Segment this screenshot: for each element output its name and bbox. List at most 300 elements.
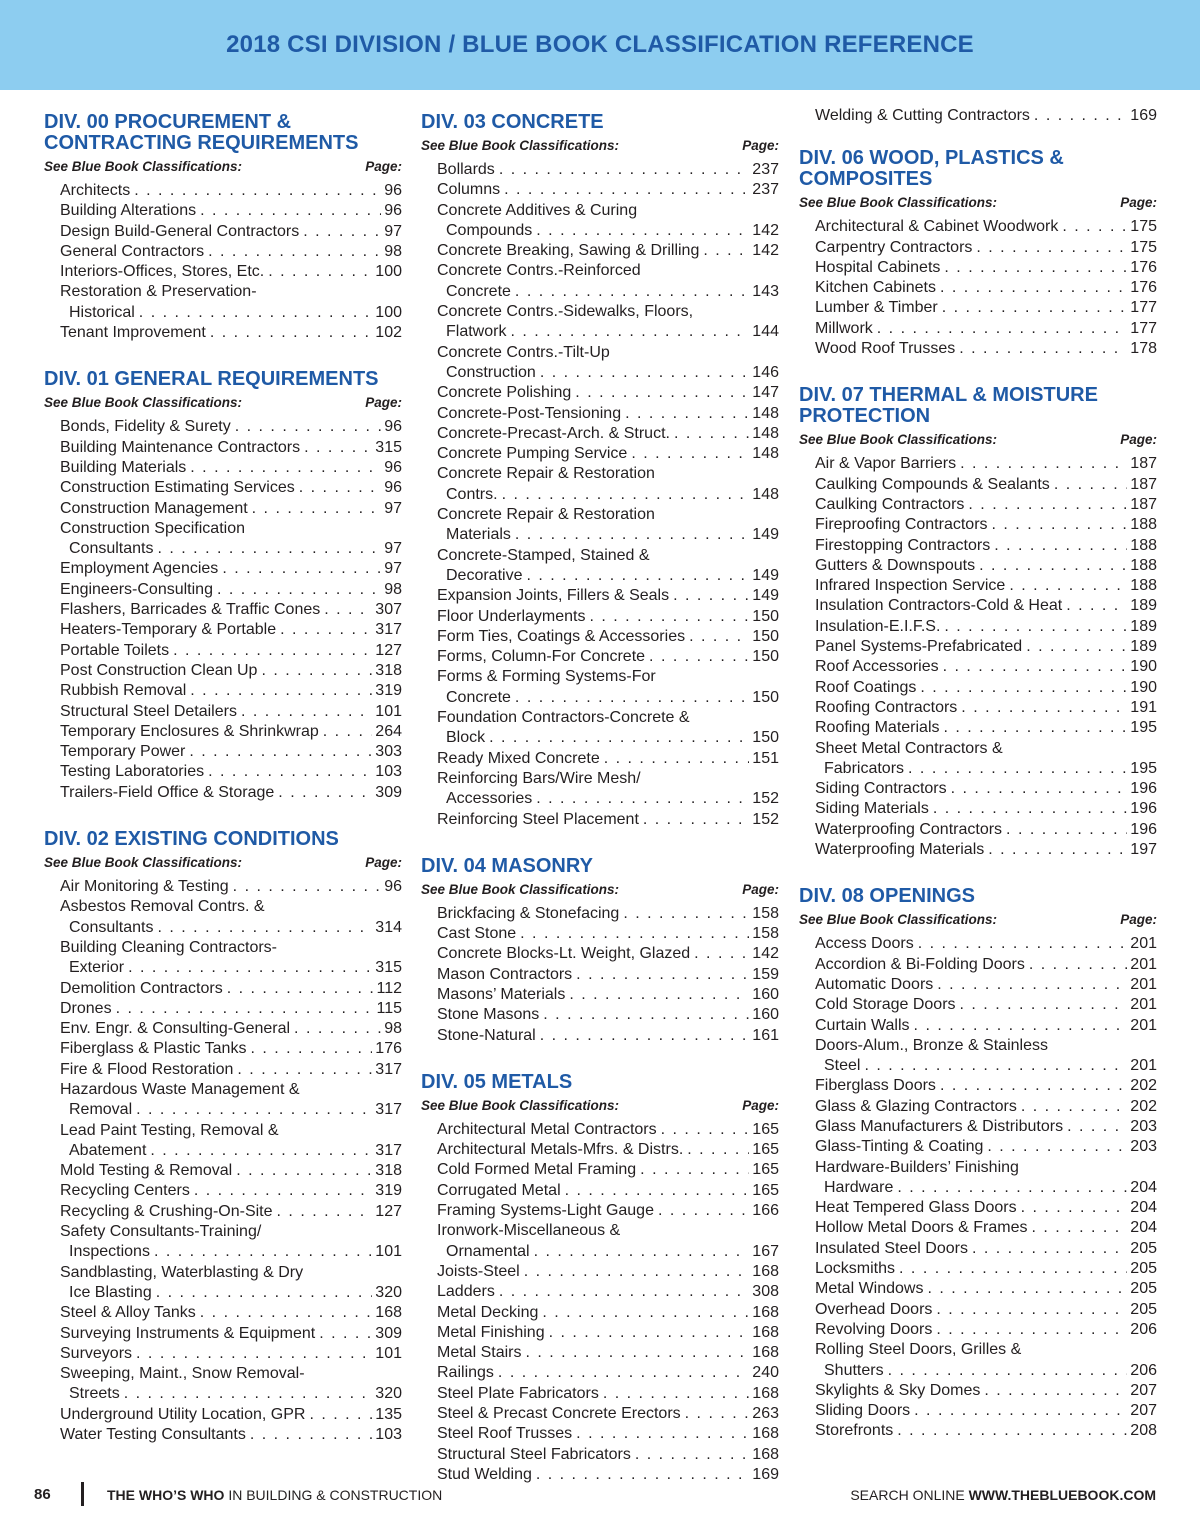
classification-entry[interactable] xyxy=(799,955,1157,975)
classification-entry[interactable] xyxy=(799,1279,1157,1299)
classification-entry[interactable] xyxy=(421,1120,779,1140)
classification-entry[interactable] xyxy=(799,217,1157,237)
classification-entry[interactable] xyxy=(799,1076,1157,1096)
entry-line xyxy=(60,323,402,343)
classification-entry[interactable] xyxy=(799,1239,1157,1259)
entry-page-number: 309 xyxy=(375,1324,402,1342)
classification-entry[interactable] xyxy=(421,404,779,424)
classification-entry[interactable] xyxy=(44,722,402,742)
classification-entry[interactable] xyxy=(799,739,1157,780)
entry-line xyxy=(815,1097,1157,1117)
classification-entry[interactable] xyxy=(44,1303,402,1323)
classification-entry[interactable] xyxy=(799,975,1157,995)
classification-entry[interactable] xyxy=(799,1218,1157,1238)
dot-leader xyxy=(936,1320,1127,1340)
entry-line xyxy=(437,1160,779,1180)
classification-entry[interactable] xyxy=(421,1343,779,1363)
entry-line xyxy=(60,478,402,498)
entry-name: Recycling & Crushing-On-Site xyxy=(60,1202,273,1220)
entry-name-line: Hardware-Builders’ Finishing xyxy=(815,1158,1019,1176)
classification-entry[interactable] xyxy=(44,1080,402,1121)
entry-page-number: 315 xyxy=(375,438,402,456)
entry-page-number: 150 xyxy=(752,688,779,706)
entry-page-number: 127 xyxy=(375,1202,402,1220)
entry-line xyxy=(437,180,779,200)
classification-entry[interactable] xyxy=(421,1160,779,1180)
classification-entry[interactable] xyxy=(799,1016,1157,1036)
classification-entry[interactable] xyxy=(799,238,1157,258)
classification-entry[interactable] xyxy=(421,965,779,985)
classification-entry[interactable] xyxy=(44,478,402,498)
classification-entry[interactable] xyxy=(799,536,1157,556)
dot-leader xyxy=(888,1361,1128,1381)
entry-name: Steel Roof Trusses xyxy=(437,1425,573,1443)
dot-leader xyxy=(576,965,749,985)
see-label: See Blue Book Classifications: xyxy=(44,159,243,174)
classification-entry[interactable] xyxy=(799,596,1157,616)
entry-page-number: 168 xyxy=(752,1384,779,1402)
entry-line xyxy=(60,1425,402,1445)
division-section xyxy=(799,142,1157,359)
classification-entry[interactable] xyxy=(421,546,779,587)
classification-entry[interactable] xyxy=(799,678,1157,698)
entry-page-number: 159 xyxy=(752,965,779,983)
classification-entry[interactable] xyxy=(799,799,1157,819)
entry-name-line: Forms & Forming Systems-For xyxy=(437,668,656,686)
classification-entry[interactable] xyxy=(44,600,402,620)
classification-entry[interactable] xyxy=(421,749,779,769)
dot-leader xyxy=(914,1401,1127,1421)
classification-entry[interactable] xyxy=(799,637,1157,657)
entry-page-number: 203 xyxy=(1130,1138,1157,1156)
dot-leader xyxy=(1066,596,1127,616)
classification-entry[interactable] xyxy=(799,576,1157,596)
dot-leader xyxy=(128,958,372,978)
classification-entry[interactable] xyxy=(799,106,1157,126)
entry-name-line: Restoration & Preservation- xyxy=(60,283,257,301)
dot-leader xyxy=(674,424,749,444)
entry-name: Glass-Tinting & Coating xyxy=(815,1138,984,1156)
entry-line xyxy=(815,596,1157,616)
classification-entry[interactable] xyxy=(44,262,402,282)
entry-line xyxy=(60,1161,402,1181)
entry-name: Kitchen Cabinets xyxy=(815,279,936,297)
see-label: See Blue Book Classifications: xyxy=(44,855,243,871)
classification-entry[interactable] xyxy=(799,820,1157,840)
entry-name: Concrete Pumping Service xyxy=(437,445,628,463)
entry-page-number: 175 xyxy=(1130,218,1157,236)
classification-entry[interactable] xyxy=(799,258,1157,278)
classification-entry[interactable] xyxy=(44,1039,402,1059)
entry-page-number: 188 xyxy=(1130,536,1157,554)
classification-entry[interactable] xyxy=(44,742,402,762)
classification-entry[interactable] xyxy=(44,1425,402,1445)
entry-name: Caulking Compounds & Sealants xyxy=(815,475,1050,493)
dot-leader xyxy=(968,495,1127,515)
footer-website-link[interactable]: WWW.THEBLUEBOOK.COM xyxy=(968,1487,1156,1503)
classification-entry[interactable] xyxy=(421,1303,779,1323)
classification-entry[interactable] xyxy=(44,999,402,1019)
entry-line xyxy=(815,1279,1157,1299)
classification-entry[interactable] xyxy=(421,1424,779,1444)
classification-entry[interactable] xyxy=(799,475,1157,495)
dot-leader xyxy=(502,485,750,505)
entry-line xyxy=(815,319,1157,339)
dot-leader xyxy=(236,1161,372,1181)
classification-entry[interactable] xyxy=(44,620,402,640)
classification-entry[interactable] xyxy=(44,222,402,242)
entry-name: Concrete-Precast-Arch. & Struct. xyxy=(437,424,670,442)
classification-entry[interactable] xyxy=(421,586,779,606)
entry-line xyxy=(815,637,1157,657)
classification-entry[interactable] xyxy=(44,1060,402,1080)
dot-leader xyxy=(1021,1198,1128,1218)
classification-entry[interactable] xyxy=(799,1421,1157,1441)
entry-line xyxy=(815,278,1157,298)
classification-entry[interactable] xyxy=(421,647,779,667)
classification-entry[interactable] xyxy=(421,302,779,343)
classification-entry[interactable] xyxy=(44,1364,402,1405)
classification-entry[interactable] xyxy=(44,1263,402,1304)
dot-leader xyxy=(603,1384,749,1404)
entry-page-number: 148 xyxy=(752,404,779,422)
classification-entry[interactable] xyxy=(421,1363,779,1383)
dot-leader xyxy=(515,688,749,708)
classification-entry[interactable] xyxy=(421,180,779,200)
classification-entry[interactable] xyxy=(799,840,1157,860)
entry-name-line: Ironwork-Miscellaneous & xyxy=(437,1222,621,1240)
classification-entry[interactable] xyxy=(799,1381,1157,1401)
classification-entry[interactable] xyxy=(44,499,402,519)
classification-entry[interactable] xyxy=(799,1300,1157,1320)
dot-leader xyxy=(937,975,1127,995)
entry-page-number: 101 xyxy=(375,1344,402,1362)
classification-entry[interactable] xyxy=(44,1324,402,1344)
classification-entry[interactable] xyxy=(421,985,779,1005)
classification-entry[interactable] xyxy=(799,1117,1157,1137)
classification-entry[interactable] xyxy=(799,1340,1157,1381)
dot-leader xyxy=(942,298,1128,318)
classification-entry[interactable] xyxy=(421,1221,779,1262)
entry-name: Metal Stairs xyxy=(437,1344,522,1362)
classification-entry[interactable] xyxy=(421,810,779,830)
classification-entry[interactable] xyxy=(44,201,402,221)
classification-entry[interactable] xyxy=(44,877,402,897)
classification-entry[interactable] xyxy=(799,339,1157,359)
classification-entry[interactable] xyxy=(44,897,402,938)
footer-search-label: SEARCH ONLINE xyxy=(850,1487,969,1503)
dot-leader xyxy=(536,221,749,241)
dot-leader xyxy=(250,1425,372,1445)
page-label: Page: xyxy=(742,1097,779,1113)
entry-name: Design Build-General Contractors xyxy=(60,222,300,240)
entry-page-number: 158 xyxy=(752,925,779,943)
entry-name-line: Sandblasting, Waterblasting & Dry xyxy=(60,1263,304,1281)
entry-line xyxy=(437,444,779,464)
classification-entry[interactable] xyxy=(44,661,402,681)
classification-entry[interactable] xyxy=(44,1181,402,1201)
classification-entry[interactable] xyxy=(421,444,779,464)
classification-entry[interactable] xyxy=(421,1404,779,1424)
classification-entry[interactable] xyxy=(44,783,402,803)
classification-entry[interactable] xyxy=(421,464,779,505)
entry-name: Ice Blasting xyxy=(69,1283,152,1301)
classification-entry[interactable] xyxy=(799,278,1157,298)
dot-leader xyxy=(984,1381,1127,1401)
entry-name-line: Concrete-Stamped, Stained & xyxy=(437,546,650,564)
page-label: Page: xyxy=(365,159,402,174)
entry-line xyxy=(815,955,1157,975)
division-title xyxy=(44,363,402,390)
classification-entry[interactable] xyxy=(44,282,402,323)
dot-leader xyxy=(543,1005,749,1025)
entry-line xyxy=(60,1384,402,1404)
classification-entry[interactable] xyxy=(421,261,779,302)
classification-entry[interactable] xyxy=(799,1259,1157,1279)
dot-leader xyxy=(576,1424,749,1444)
entry-name: Stone Masons xyxy=(437,1006,540,1024)
entry-line xyxy=(437,586,779,606)
classification-entry[interactable] xyxy=(421,241,779,261)
classification-entry[interactable] xyxy=(421,201,779,242)
classification-entry[interactable] xyxy=(799,1137,1157,1157)
classification-entry[interactable] xyxy=(799,1401,1157,1421)
classification-entry[interactable] xyxy=(421,607,779,627)
dot-leader xyxy=(661,1120,750,1140)
division-title-line: DIV. 04 MASONRY xyxy=(421,854,593,877)
classification-entry[interactable] xyxy=(44,1202,402,1222)
classification-entry[interactable] xyxy=(421,1282,779,1302)
entry-name: Caulking Contractors xyxy=(815,495,965,513)
entry-page-number: 148 xyxy=(752,485,779,503)
classification-entry[interactable] xyxy=(44,1405,402,1425)
dot-leader xyxy=(1034,106,1127,126)
classification-entry[interactable] xyxy=(44,702,402,722)
see-label: See Blue Book Classifications: xyxy=(799,195,998,211)
classification-entry[interactable] xyxy=(421,505,779,546)
classification-entry[interactable] xyxy=(799,1198,1157,1218)
dot-leader xyxy=(217,580,381,600)
entry-line xyxy=(60,438,402,458)
page-label: Page: xyxy=(365,855,402,871)
classification-entry[interactable] xyxy=(421,904,779,924)
footer-search-online xyxy=(850,1487,1156,1503)
classification-entry[interactable] xyxy=(44,458,402,478)
classification-entry[interactable] xyxy=(421,924,779,944)
classification-entry[interactable] xyxy=(799,454,1157,474)
entry-name: Concrete Breaking, Sawing & Drilling xyxy=(437,242,700,260)
classification-entry[interactable] xyxy=(799,495,1157,515)
entry-page-number: 148 xyxy=(752,424,779,442)
dot-leader xyxy=(1006,820,1127,840)
entry-page-number: 188 xyxy=(1130,577,1157,595)
dot-leader xyxy=(1067,1117,1127,1137)
entry-line xyxy=(437,749,779,769)
classification-entry[interactable] xyxy=(799,657,1157,677)
classification-entry[interactable] xyxy=(421,160,779,180)
classification-entry[interactable] xyxy=(421,1323,779,1343)
classification-entry[interactable] xyxy=(44,641,402,661)
entry-line xyxy=(60,641,402,661)
classification-entry[interactable] xyxy=(799,698,1157,718)
entry-line xyxy=(815,975,1157,995)
classification-entry[interactable] xyxy=(799,515,1157,535)
entry-name: Building Maintenance Contractors xyxy=(60,438,301,456)
classification-entry[interactable] xyxy=(421,424,779,444)
dot-leader xyxy=(158,539,382,559)
entry-line xyxy=(437,1026,779,1046)
classification-entry[interactable] xyxy=(421,1445,779,1465)
classification-entry[interactable] xyxy=(421,708,779,749)
classification-entry[interactable] xyxy=(44,1121,402,1162)
entry-name-line: Reinforcing Bars/Wire Mesh/ xyxy=(437,769,641,787)
entry-page-number: 177 xyxy=(1130,299,1157,317)
dot-leader xyxy=(524,1262,750,1282)
entry-name: Waterproofing Materials xyxy=(815,841,985,859)
entry-line xyxy=(437,241,779,261)
classification-entry[interactable] xyxy=(44,323,402,343)
entry-page-number: 188 xyxy=(1130,516,1157,534)
entry-line xyxy=(815,1401,1157,1421)
classification-entry[interactable] xyxy=(799,1097,1157,1117)
division-section xyxy=(421,1066,779,1485)
classification-entry[interactable] xyxy=(799,298,1157,318)
classification-entry[interactable] xyxy=(799,1158,1157,1199)
classification-entry[interactable] xyxy=(44,242,402,262)
classification-entry[interactable] xyxy=(799,1320,1157,1340)
entry-name-line: Asbestos Removal Contrs. & xyxy=(60,898,265,916)
classification-entry[interactable] xyxy=(44,580,402,600)
classification-entry[interactable] xyxy=(421,1262,779,1282)
entry-page-number: 208 xyxy=(1130,1422,1157,1440)
entry-page-number: 150 xyxy=(752,729,779,747)
entry-name: Automatic Doors xyxy=(815,975,934,993)
dot-leader xyxy=(590,607,750,627)
entry-name: Heat Tempered Glass Doors xyxy=(815,1199,1017,1217)
see-label: See Blue Book Classifications: xyxy=(421,1097,620,1113)
dot-leader xyxy=(943,657,1128,677)
dot-leader xyxy=(897,1421,1127,1441)
dot-leader xyxy=(136,1344,372,1364)
classification-entry[interactable] xyxy=(799,556,1157,576)
entry-page-number: 143 xyxy=(752,282,779,300)
classification-entry[interactable] xyxy=(421,1005,779,1025)
dot-leader xyxy=(987,1137,1127,1157)
classification-entry[interactable] xyxy=(421,1026,779,1046)
entry-page-number: 317 xyxy=(375,1060,402,1078)
classification-entry[interactable] xyxy=(421,1384,779,1404)
entry-line xyxy=(60,1060,402,1080)
classification-entry[interactable] xyxy=(421,1181,779,1201)
entry-page-number: 205 xyxy=(1130,1260,1157,1278)
classification-entry[interactable] xyxy=(799,934,1157,954)
classification-entry[interactable] xyxy=(421,944,779,964)
entry-page-number: 187 xyxy=(1130,475,1157,493)
entry-page-number: 176 xyxy=(1130,279,1157,297)
entry-page-number: 161 xyxy=(752,1026,779,1044)
entry-name: Metal Windows xyxy=(815,1280,924,1298)
classification-entry[interactable] xyxy=(421,383,779,403)
entry-line xyxy=(815,106,1157,126)
dot-leader xyxy=(280,620,372,640)
entry-name: Brickfacing & Stonefacing xyxy=(437,904,620,922)
dot-leader xyxy=(643,810,749,830)
dot-leader xyxy=(640,1160,749,1180)
entry-name: Access Doors xyxy=(815,935,914,953)
classification-entry[interactable] xyxy=(799,1036,1157,1077)
classification-entry[interactable] xyxy=(799,718,1157,738)
classification-entry[interactable] xyxy=(44,938,402,979)
dot-leader xyxy=(134,181,381,201)
page-title: 2018 CSI DIVISION / BLUE BOOK CLASSIFICATION REFERENCE xyxy=(226,31,974,58)
entry-page-number: 187 xyxy=(1130,495,1157,513)
dot-leader xyxy=(499,1282,749,1302)
division-section xyxy=(799,379,1157,860)
classification-entry[interactable] xyxy=(44,519,402,560)
dot-leader xyxy=(542,1303,749,1323)
page-label: Page: xyxy=(742,881,779,897)
classification-entry[interactable] xyxy=(44,559,402,579)
dot-leader xyxy=(294,1019,381,1039)
entry-page-number: 196 xyxy=(1130,820,1157,838)
entry-page-number: 190 xyxy=(1130,678,1157,696)
classification-entry[interactable] xyxy=(44,979,402,999)
classification-entry[interactable] xyxy=(799,995,1157,1015)
entry-page-number: 100 xyxy=(375,263,402,281)
entry-line xyxy=(815,258,1157,278)
classification-entry[interactable] xyxy=(799,319,1157,339)
classification-entry[interactable] xyxy=(44,181,402,201)
classification-entry[interactable] xyxy=(421,769,779,810)
classification-entry[interactable] xyxy=(44,681,402,701)
dot-leader xyxy=(237,1060,372,1080)
entry-name: Surveyors xyxy=(60,1344,133,1362)
dot-leader xyxy=(625,404,749,424)
entry-name-line: Sweeping, Maint., Snow Removal- xyxy=(60,1365,305,1383)
classification-entry[interactable] xyxy=(44,762,402,782)
dot-leader xyxy=(694,944,749,964)
classification-entry[interactable] xyxy=(421,1201,779,1221)
division-title-line: DIV. 07 THERMAL & MOISTURE xyxy=(799,384,1098,407)
classification-entry[interactable] xyxy=(799,617,1157,637)
entry-page-number: 201 xyxy=(1130,935,1157,953)
entry-name-line: Rolling Steel Doors, Grilles & xyxy=(815,1341,1022,1359)
entry-name: Mason Contractors xyxy=(437,965,573,983)
entry-page-number: 167 xyxy=(752,1242,779,1260)
classification-entry[interactable] xyxy=(44,1222,402,1263)
entry-page-number: 191 xyxy=(1130,698,1157,716)
classification-entry[interactable] xyxy=(421,343,779,384)
division-title-line: DIV. 02 EXISTING CONDITIONS xyxy=(44,828,339,851)
classification-entry[interactable] xyxy=(421,627,779,647)
classification-entry[interactable] xyxy=(421,667,779,708)
classification-entry[interactable] xyxy=(421,1140,779,1160)
dot-leader xyxy=(498,1363,749,1383)
classification-entry[interactable] xyxy=(44,438,402,458)
classification-entry[interactable] xyxy=(44,1161,402,1181)
division-title-line: DIV. 00 PROCUREMENT & xyxy=(44,111,292,133)
classification-entry[interactable] xyxy=(799,779,1157,799)
entry-line xyxy=(60,1202,402,1222)
classification-entry[interactable] xyxy=(44,1344,402,1364)
classification-entry[interactable] xyxy=(44,1019,402,1039)
entry-name: Masons’ Materials xyxy=(437,985,566,1003)
entry-line xyxy=(437,924,779,944)
entry-page-number: 188 xyxy=(1130,556,1157,574)
classification-header xyxy=(44,158,402,175)
classification-entry[interactable] xyxy=(44,417,402,437)
entry-line xyxy=(60,742,402,762)
